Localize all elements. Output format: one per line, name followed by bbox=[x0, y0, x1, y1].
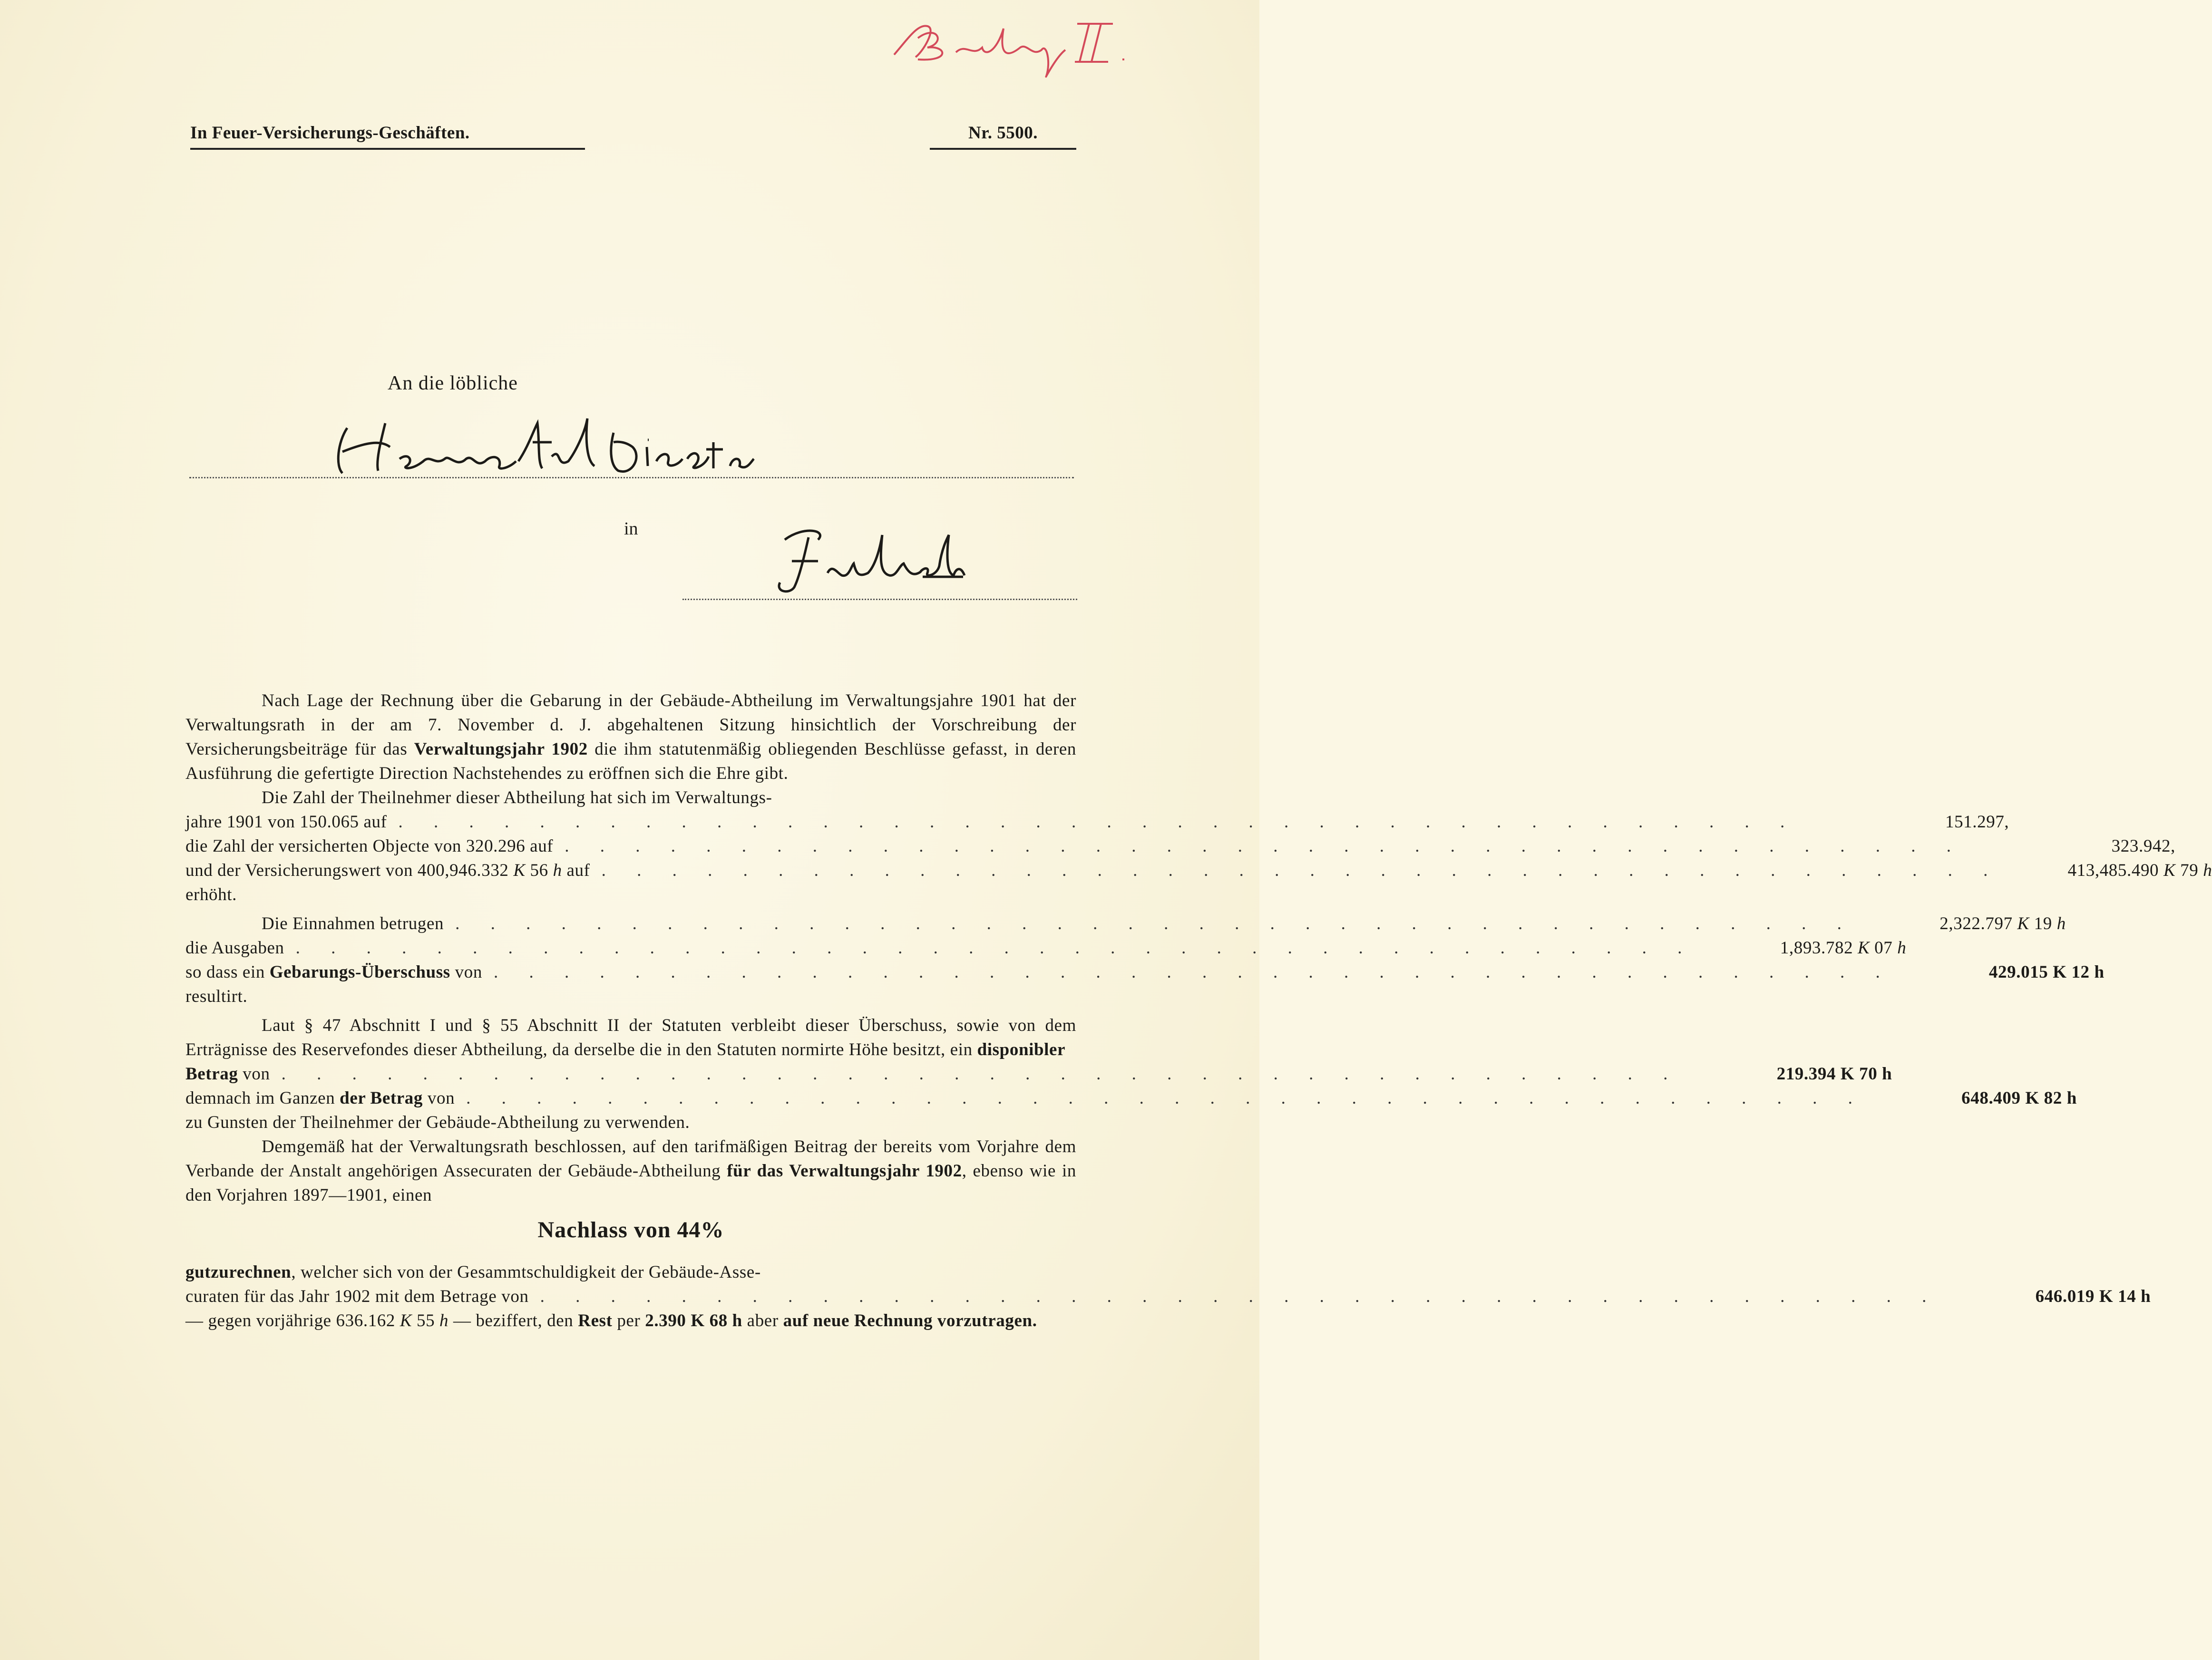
p5-bold: gutzurechnen bbox=[185, 1262, 292, 1282]
row-betrage bbox=[185, 1284, 2151, 1309]
header-title: In Feuer-Versicherungs-Geschäften. bbox=[190, 123, 585, 150]
paragraph-1 bbox=[185, 689, 1076, 786]
ausgaben-k: K bbox=[1858, 938, 1870, 958]
recipient-dotted-line bbox=[189, 477, 1074, 478]
wert-value-mid: 79 bbox=[2175, 861, 2203, 880]
place-dotted-line bbox=[682, 599, 1077, 600]
p5l3-e: aber bbox=[742, 1311, 783, 1330]
row-ganzen bbox=[185, 1086, 2077, 1110]
paragraph-5-line1 bbox=[185, 1260, 1076, 1284]
ganzen-bold: der Betrag bbox=[340, 1088, 423, 1108]
p5l3-k: K bbox=[400, 1311, 412, 1330]
row-label bbox=[185, 1086, 455, 1110]
p5l3-c: — beziffert, den bbox=[448, 1311, 578, 1330]
document-number: Nr. 5500. bbox=[930, 123, 1076, 150]
leader-dots: . . . . . . . . . . . . . . . . . . . . . . . . . . . . . . . . . . . . . . . . bbox=[493, 962, 1893, 982]
ueberschuss-value: 429.015 K 12 h bbox=[1988, 962, 2105, 982]
handwritten-place-signature bbox=[766, 521, 965, 599]
wert-h: h bbox=[553, 861, 562, 880]
ganzen-post: von bbox=[423, 1088, 455, 1108]
wert-k: K bbox=[513, 861, 526, 880]
paragraph-3 bbox=[185, 1013, 1076, 1062]
leader-dots: . . . . . . . . . . . . . . . . . . . . . . . . . . . . . . . . . . . . . . . . bbox=[295, 938, 1696, 958]
wert-mid: 56 bbox=[525, 861, 553, 880]
letter-body bbox=[185, 689, 2212, 1333]
wert-pre: und der Versicherungswert von 400,946.332 bbox=[185, 861, 514, 880]
row-versicherungswert bbox=[185, 858, 2212, 883]
betrag-post: von bbox=[238, 1064, 270, 1084]
handwritten-annotation bbox=[889, 10, 1137, 81]
betrage-value: 646.019 K 14 h bbox=[2035, 1287, 2151, 1306]
resultirt-text: resultirt. bbox=[185, 987, 248, 1006]
p4-bold: für das Verwaltungsjahr 1902 bbox=[727, 1161, 962, 1181]
wert-value-num: 413,485.490 bbox=[2067, 861, 2159, 880]
row-objecte bbox=[185, 834, 2175, 858]
handwritten-recipient-signature bbox=[328, 414, 756, 485]
p1-bold-year: Verwaltungsjahr 1902 bbox=[414, 739, 588, 759]
nachlass-title: Nachlass von 44% bbox=[537, 1217, 724, 1243]
einnahmen-k: K bbox=[2017, 914, 2029, 933]
einnahmen-h: h bbox=[2056, 914, 2066, 933]
row-ausgaben bbox=[185, 936, 1907, 960]
row-value bbox=[1706, 936, 1906, 960]
row-label: Die Einnahmen betrugen bbox=[262, 914, 444, 933]
p5l3-neue: auf neue Rechnung vorzutragen. bbox=[783, 1311, 1037, 1330]
betrag-bold: Betrag bbox=[185, 1064, 238, 1084]
row-label bbox=[185, 960, 482, 984]
leader-dots: . . . . . . . . . . . . . . . . . . . . . . . . . . . . . . . . . . . . . . . . bbox=[601, 861, 2001, 880]
row-value bbox=[1866, 912, 2066, 936]
ganzen-value: 648.409 K 82 h bbox=[1961, 1088, 2077, 1108]
betrag-value: 219.394 K 70 h bbox=[1776, 1064, 1892, 1084]
leader-dots: . . . . . . . . . . . . . . . . . . . . . . . . . . . . . . . . . . . . . . . . bbox=[281, 1064, 1681, 1084]
paragraph-4 bbox=[185, 1135, 1076, 1207]
p1-text-c: die ihm statutenmäßig obliegenden Beschlüsse gefasst, in deren Ausführung die gefertigte Direction Nachstehendes zu eröffnen sich die Ehre gibt. bbox=[185, 739, 1076, 783]
leader-dots: . . . . . . . . . . . . . . . . . . . . . . . . . . . . . . . . . . . . . . . . bbox=[540, 1287, 1940, 1306]
ausgaben-num: 1,893.782 bbox=[1780, 938, 1853, 958]
paragraph-5-line3 bbox=[185, 1309, 1076, 1333]
row-ueberschuss bbox=[185, 960, 2105, 984]
ausgaben-h: h bbox=[1897, 938, 1907, 958]
salutation: An die löbliche bbox=[388, 372, 518, 394]
row-teilnehmer bbox=[185, 810, 2009, 834]
p5l3-h: h bbox=[439, 1311, 449, 1330]
p5l3-rest: Rest bbox=[578, 1311, 613, 1330]
p5l3-a: — gegen vorjährige 636.162 bbox=[185, 1311, 400, 1330]
wert-value-h: h bbox=[2203, 861, 2212, 880]
p5l3-b: 55 bbox=[412, 1311, 440, 1330]
einnahmen-num: 2,322.797 bbox=[1939, 914, 2013, 933]
p5l3-amount: 2.390 K 68 h bbox=[645, 1311, 742, 1330]
p4-text-c: , ebenso wie in den Vorjahren 1897—1901, einen bbox=[185, 1161, 1076, 1205]
row-label: die Zahl der versicherten Objecte von 320.296 auf bbox=[185, 836, 554, 856]
row-betrag bbox=[185, 1062, 1892, 1086]
row-value: 151.297, bbox=[1945, 812, 2009, 832]
ausgaben-mid: 07 bbox=[1870, 938, 1898, 958]
paragraph-2-intro: Die Zahl der Theilnehmer dieser Abtheilung hat sich im Verwaltungs- bbox=[262, 788, 772, 807]
ueberschuss-post: von bbox=[450, 962, 482, 982]
row-value: 323.942, bbox=[2111, 836, 2175, 856]
ueberschuss-bold: Gebarungs-Überschuss bbox=[269, 962, 450, 982]
ganzen-pre: demnach im Ganzen bbox=[185, 1088, 340, 1108]
p3-text-a: Laut § 47 Abschnitt I und § 55 Abschnitt II der Statuten verbleibt dieser Überschuss, sowie von dem Erträgnisse des Reservefondes dieser Abtheilung, da derselbe die in den Statuten normirte Höhe besitzt, ein bbox=[185, 1016, 1076, 1059]
wert-post: auf bbox=[562, 861, 590, 880]
p3-bold: disponibler bbox=[977, 1040, 1066, 1059]
leader-dots: . . . . . . . . . . . . . . . . . . . . . . . . . . . . . . . . . . . . . . . . bbox=[455, 914, 1855, 933]
row-label: die Ausgaben bbox=[185, 938, 284, 958]
p5-rest: , welcher sich von der Gesammtschuldigkeit der Gebäude-Asse- bbox=[291, 1262, 761, 1282]
row-value bbox=[2012, 858, 2212, 883]
leader-dots: . . . . . . . . . . . . . . . . . . . . . . . . . . . . . . . . . . . . . . . . bbox=[466, 1088, 1866, 1108]
row-einnahmen bbox=[185, 912, 2066, 936]
ueberschuss-pre: so dass ein bbox=[185, 962, 270, 982]
leader-dots: . . . . . . . . . . . . . . . . . . . . . . . . . . . . . . . . . . . . . . . . bbox=[398, 812, 1798, 832]
einnahmen-mid: 19 bbox=[2029, 914, 2057, 933]
p5l3-d: per bbox=[612, 1311, 645, 1330]
in-word: in bbox=[624, 519, 638, 539]
p1-text-a: Nach Lage der Rechnung über die Gebarung in der Gebäude-Abtheilung im Verwaltungsjahre 1901 hat der Verwaltungsrath in der am 7. November d. J. abgehaltenen Sitzung hinsichtlich der Vorschreibung der Versicherungsbeiträge für das bbox=[185, 691, 1076, 759]
row-label: curaten für das Jahr 1902 mit dem Betrage von bbox=[185, 1287, 529, 1306]
wert-value-k: K bbox=[2163, 861, 2176, 880]
row-label: jahre 1901 von 150.065 auf bbox=[185, 812, 387, 832]
leader-dots: . . . . . . . . . . . . . . . . . . . . . . . . . . . . . . . . . . . . . . . . bbox=[565, 836, 1964, 856]
erhoht-text: erhöht. bbox=[185, 885, 237, 904]
row-label bbox=[185, 858, 590, 883]
p4-text-a: Demgemäß hat der Verwaltungsrath beschlossen, auf den tarifmäßigen Beitrag der bereits vom Vorjahre dem Verbande der Anstalt angehörigen Assecuraten der Gebäude-Abtheilung bbox=[185, 1137, 1076, 1181]
zu-gunsten-text: zu Gunsten der Theilnehmer der Gebäude-Abtheilung zu verwenden. bbox=[185, 1113, 690, 1132]
row-label bbox=[185, 1062, 270, 1086]
